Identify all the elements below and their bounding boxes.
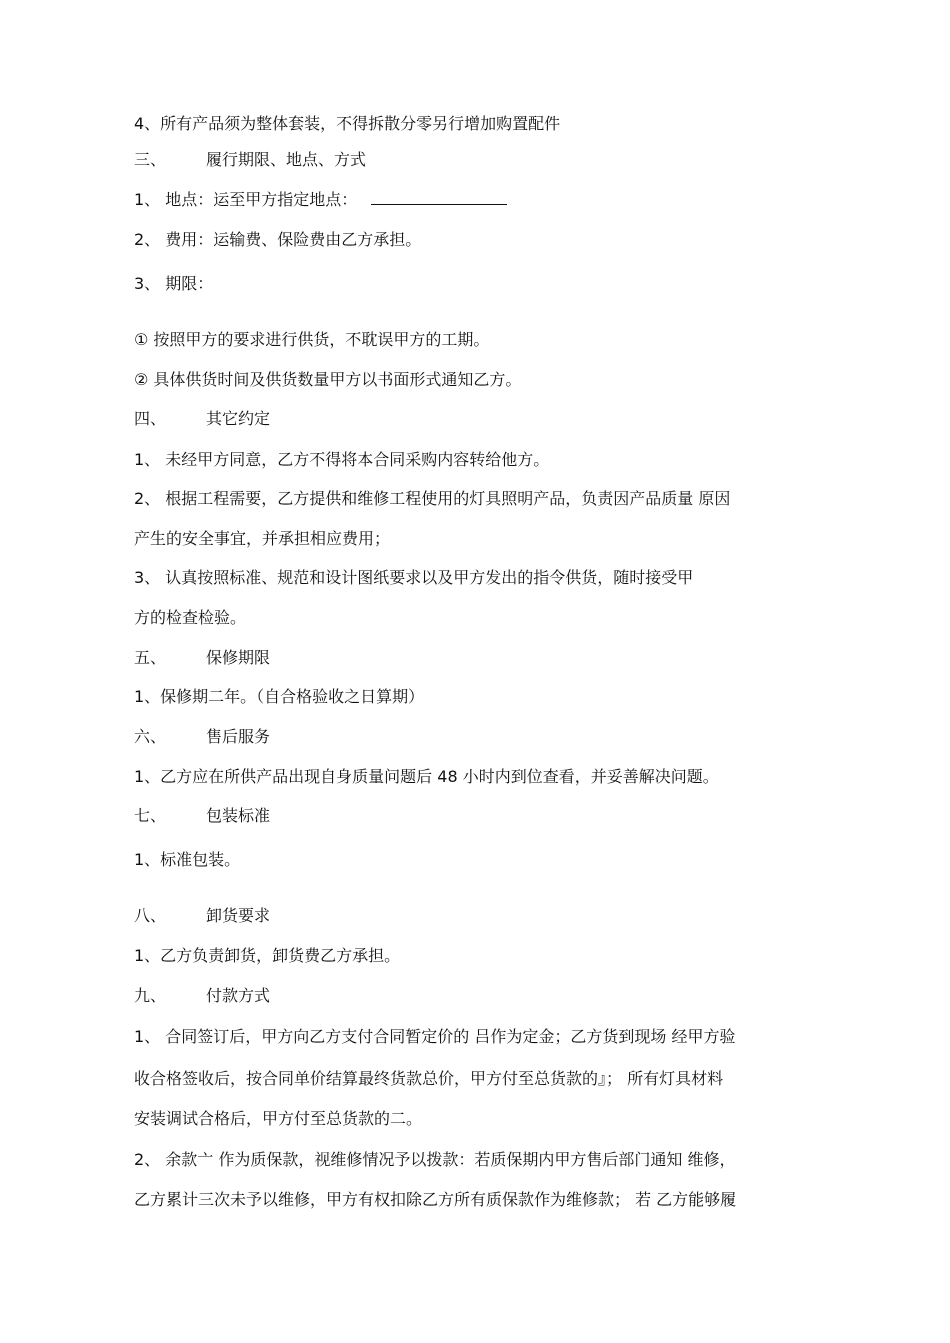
clause-4-3-line-2: 方的检查检验。	[134, 608, 247, 627]
clause-3-3: 3、 期限：	[134, 274, 214, 293]
section-number: 三、	[134, 150, 167, 169]
clause-9-1-line-2: 收合格签收后，按合同单价结算最终货款总价，甲方付至总货款的』； 所有灯具材料	[134, 1069, 724, 1088]
section-number: 七、	[134, 806, 167, 825]
section-title: 售后服务	[206, 727, 271, 746]
section-8-heading	[134, 906, 270, 926]
section-7-heading	[134, 806, 270, 826]
clause-4-3-line-1: 3、 认真按照标准、规范和设计图纸要求以及甲方发出的指令供货，随时接受甲	[134, 568, 694, 587]
section-number: 五、	[134, 648, 167, 667]
section-3-heading	[134, 150, 366, 170]
section-title: 保修期限	[206, 648, 271, 667]
section-title: 卸货要求	[206, 906, 271, 925]
clause-4-1: 1、 未经甲方同意，乙方不得将本合同采购内容转给他方。	[134, 450, 550, 469]
section-number: 四、	[134, 409, 167, 428]
section-title: 包装标准	[206, 806, 271, 825]
clause-6-1: 1、乙方应在所供产品出现自身质量问题后 48 小时内到位查看，并妥善解决问题。	[134, 767, 719, 786]
section-title: 付款方式	[206, 986, 271, 1005]
clause-3-1	[134, 190, 507, 210]
clause-9-2-line-1: 2、 余款亠 作为质保款，视维修情况予以拨款：若质保期内甲方售后部门通知 维修，	[134, 1150, 736, 1169]
section-number: 六、	[134, 727, 167, 746]
clause-3-2: 2、 费用：运输费、保险费由乙方承担。	[134, 230, 422, 249]
clause-8-1: 1、乙方负责卸货，卸货费乙方承担。	[134, 946, 401, 965]
section-4-heading	[134, 409, 270, 429]
section-title: 其它约定	[206, 409, 271, 428]
clause-3-3-item-1: ① 按照甲方的要求进行供货，不耽误甲方的工期。	[134, 330, 490, 349]
clause-3-3-item-2: ② 具体供货时间及供货数量甲方以书面形式通知乙方。	[134, 370, 522, 389]
clause-4-2-line-1: 2、 根据工程需要，乙方提供和维修工程使用的灯具照明产品，负责因产品质量 原因	[134, 489, 731, 508]
section-title: 履行期限、地点、方式	[206, 150, 367, 169]
section-number: 九、	[134, 986, 167, 1005]
section-6-heading	[134, 727, 270, 747]
section-9-heading	[134, 986, 270, 1006]
clause-5-1: 1、保修期二年。（自合格验收之日算期）	[134, 687, 425, 706]
clause-9-1-line-3: 安装调试合格后，甲方付至总货款的二。	[134, 1109, 423, 1128]
section-number: 八、	[134, 906, 167, 925]
clause-4-2-line-2: 产生的安全事宜，并承担相应费用；	[134, 529, 391, 548]
clause-text: 1、 地点：运至甲方指定地点：	[134, 190, 358, 209]
clause-4-4: 4、所有产品须为整体套装，不得拆散分零另行增加购置配件	[134, 114, 561, 133]
section-5-heading	[134, 648, 270, 668]
fill-in-blank	[371, 190, 507, 205]
clause-7-1: 1、标准包装。	[134, 850, 241, 869]
clause-9-1-line-1: 1、 合同签订后，甲方向乙方支付合同暂定价的 吕作为定金；乙方货到现场 经甲方验	[134, 1027, 736, 1046]
clause-9-2-line-2: 乙方累计三次未予以维修，甲方有权扣除乙方所有质保款作为维修款； 若 乙方能够履	[134, 1190, 737, 1209]
